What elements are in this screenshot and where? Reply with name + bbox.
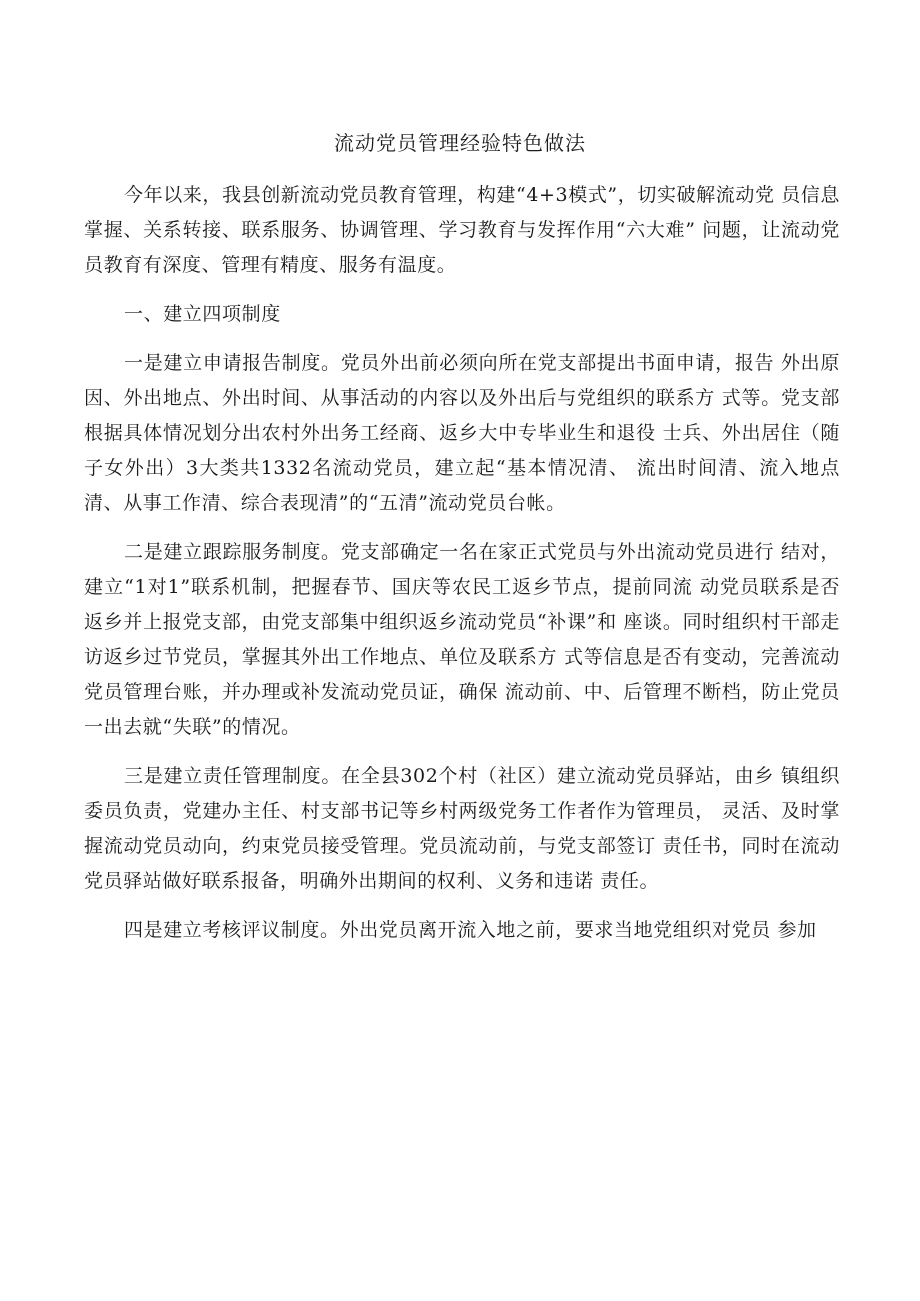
intro-paragraph: 今年以来，我县创新流动党员教育管理，构建“4+3模式”，切实破解流动党 员信息掌握、关系转接、联系服务、协调管理、学习教育与发挥作用“六大难” 问题，让流动党员教育有深度、管理有精度、服务有温度。	[84, 184, 840, 276]
paragraph-assessment-review: 四是建立考核评议制度。外出党员离开流入地之前，要求当地党组织对党员 参加	[124, 919, 817, 941]
document-body	[84, 178, 840, 962]
paragraph-responsibility-management: 三是建立责任管理制度。在全县302个村（社区）建立流动党员驿站，由乡 镇组织委员负责，党建办主任、村支部书记等乡村两级党务工作者作为管理员， 灵活、及时掌握流动党员动向，约束党员接受管理。党员流动前，与党支部签订 责任书，同时在流动党员驿站做好联系报备，明确外出期间的权利、义务和违诺 责任。	[84, 765, 840, 892]
document-title: 流动党员管理经验特色做法	[334, 131, 586, 155]
paragraph-tracking-service: 二是建立跟踪服务制度。党支部确定一名在家正式党员与外出流动党员进行 结对，建立“1对1”联系机制，把握春节、国庆等农民工返乡节点，提前同流 动党员联系是否返乡并上报党支部，由党支部集中组织返乡流动党员“补课”和 座谈。同时组织村干部走访返乡过节党员，掌握其外出工作地点、单位及联系方 式等信息是否有变动，完善流动党员管理台账，并办理或补发流动党员证，确保 流动前、中、后管理不断档，防止党员一出去就“失联”的情况。	[84, 541, 840, 738]
paragraph-application-report: 一是建立申请报告制度。党员外出前必须向所在党支部提出书面申请，报告 外出原因、外出地点、外出时间、从事活动的内容以及外出后与党组织的联系方 式等。党支部根据具体情况划分出农村外出务工经商、返乡大中专毕业生和退役 士兵、外出居住（随子女外出）3大类共1332名流动党员，建立起“基本情况清、 流出时间清、流入地点清、从事工作清、综合表现清”的“五清”流动党员台帐。	[84, 352, 840, 514]
section-heading: 一、建立四项制度	[124, 303, 281, 325]
